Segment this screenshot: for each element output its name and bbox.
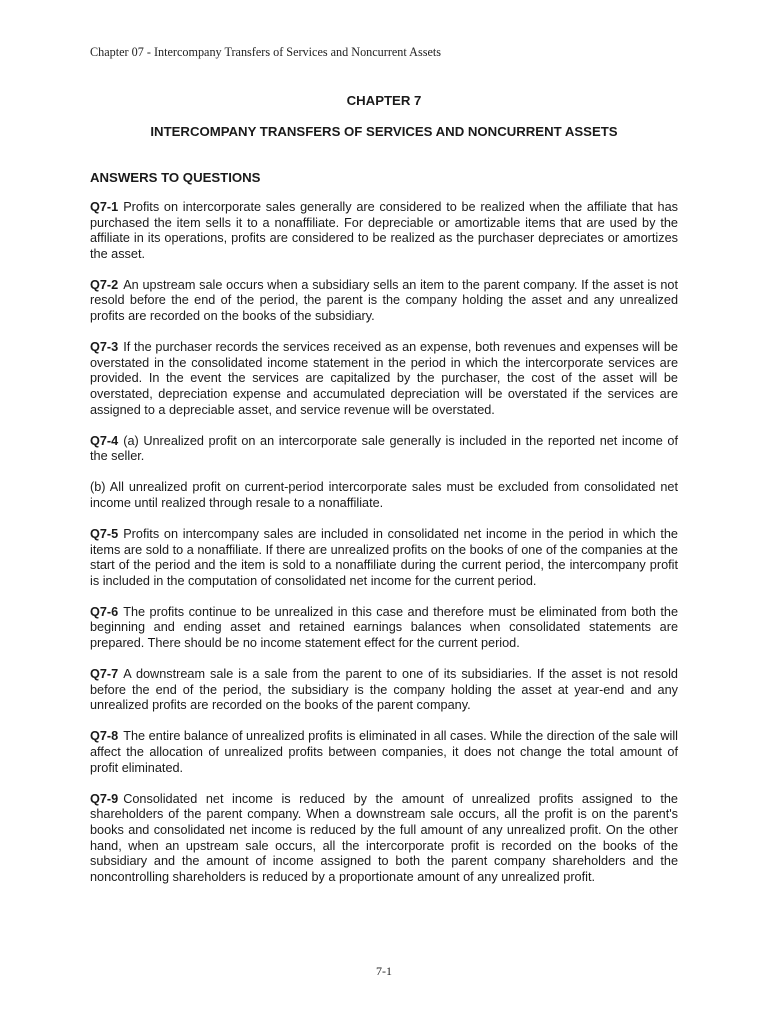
answer-q7-6 <box>90 605 678 652</box>
question-id: Q7-6 <box>90 604 119 619</box>
answer-text: A downstream sale is a sale from the parent to one of its subsidiaries. If the asset is not resold before the end of the period, the subsidiary is the company holding the asset at year-end and any unrealized profits are recorded on the books of the parent company. <box>90 667 678 713</box>
question-id: Q7-2 <box>90 277 119 292</box>
question-id: Q7-7 <box>90 667 119 682</box>
answer-text: (b) All unrealized profit on current-period intercorporate sales must be excluded from consolidated net income until realized through resale to a nonaffiliate. <box>90 480 678 510</box>
question-id: Q7-9 <box>90 791 119 806</box>
answer-q7-3 <box>90 340 678 418</box>
answer-q7-9 <box>90 792 678 886</box>
answer-q7-7 <box>90 667 678 714</box>
running-header: Chapter 07 - Intercompany Transfers of Services and Noncurrent Assets <box>90 45 441 59</box>
answer-q7-4a <box>90 434 678 465</box>
answer-text: The profits continue to be unrealized in this case and therefore must be eliminated from both the beginning and ending asset and retained earnings balances when consolidated statements are prepared. There should be no income statement effect for the current period. <box>90 604 678 651</box>
page-number: 7-1 <box>376 964 392 978</box>
chapter-title: INTERCOMPANY TRANSFERS OF SERVICES AND NONCURRENT ASSETS <box>150 124 618 139</box>
question-id: Q7-4 <box>90 433 119 448</box>
answers-list <box>90 200 678 901</box>
answer-text: (a) Unrealized profit on an intercorporate sale generally is included in the reported net income of the seller. <box>90 433 678 464</box>
answer-q7-1 <box>90 200 678 262</box>
question-id: Q7-5 <box>90 527 119 541</box>
answer-text: If the purchaser records the services received as an expense, both revenues and expenses will be overstated in the consolidated income statement in the period in which the intercorporate services are provided. In the event the services are capitalized by the purchaser, the cost of the asset will be overstated, depreciation expense and accumulated depreciation will be overstated if the services are assigned to a depreciable asset, and service revenue will be overstated. <box>90 340 678 417</box>
chapter-number: CHAPTER 7 <box>346 93 422 108</box>
answer-q7-8 <box>90 729 678 776</box>
answer-text: The entire balance of unrealized profits is eliminated in all cases. While the direction of the sale will affect the allocation of unrealized profits between companies, it does not change the total amount of profit eliminated. <box>90 729 678 775</box>
question-id: Q7-1 <box>90 200 119 214</box>
answer-text: An upstream sale occurs when a subsidiary sells an item to the parent company. If the asset is not resold before the end of the period, the parent is the company holding the asset and any unrealized profits are recorded on the books of the subsidiary. <box>90 277 678 324</box>
answer-q7-5 <box>90 527 678 589</box>
section-heading: ANSWERS TO QUESTIONS <box>90 170 261 185</box>
answer-text: Profits on intercompany sales are included in consolidated net income in the period in which the items are sold to a nonaffiliate. If there are unrealized profits on the books of one of the companies at the start of the period and the item is sold to a nonaffiliate during the current period, the intercompany profit is included in the computation of consolidated net income for the current period. <box>90 527 678 588</box>
answer-text: Consolidated net income is reduced by the amount of unrealized profits assigned to the shareholders of the parent company. When a downstream sale occurs, all the profit is on the parent's books and consolidated net income is reduced by the full amount of any unrealized profit. On the other hand, when an upstream sale occurs, all the intercorporate profit is recorded on the books of the subsidiary and the amount of income assigned to both the parent company shareholders and the noncontrolling shareholders is reduced by a proportionate amount of any unrealized profit. <box>90 791 678 884</box>
question-id: Q7-3 <box>90 340 119 355</box>
answer-q7-4b <box>90 480 678 511</box>
question-id: Q7-8 <box>90 729 119 744</box>
answer-q7-2 <box>90 278 678 325</box>
answer-text: Profits on intercorporate sales generally are considered to be realized when the affiliate that has purchased the item sells it to a nonaffiliate. For depreciable or amortizable items that are used by the affiliate in its operations, profits are considered to be realized as the purchaser depreciates or amortizes the asset. <box>90 200 678 261</box>
